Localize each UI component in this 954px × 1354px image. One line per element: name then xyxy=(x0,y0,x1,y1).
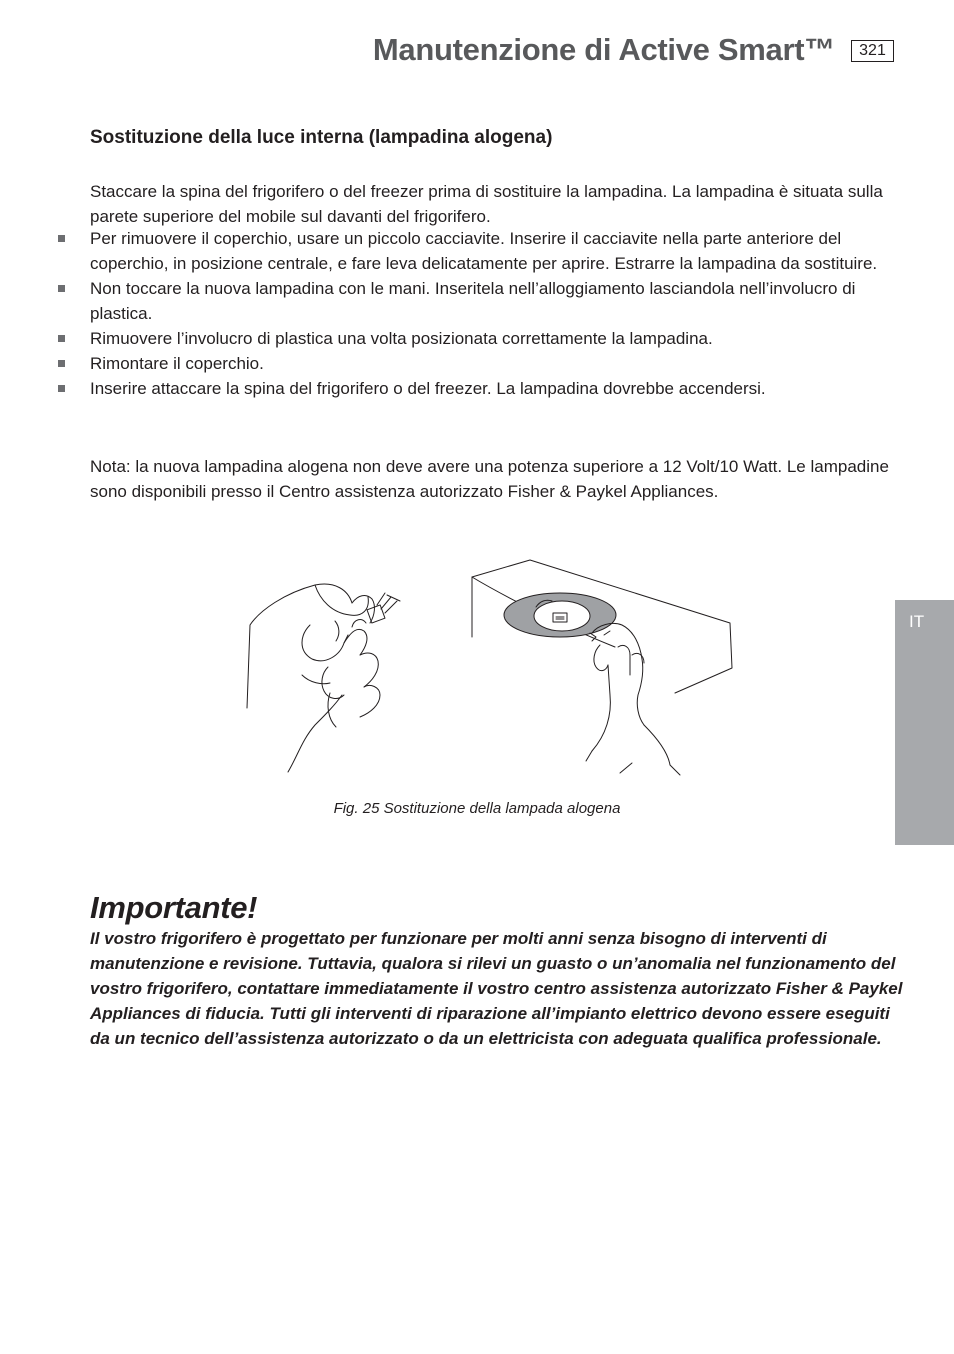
bullet-square-icon xyxy=(58,335,65,342)
hand-holding-bulb-drawing xyxy=(247,584,400,772)
list-item xyxy=(90,351,900,376)
important-paragraph: Il vostro frigorifero è progettato per funzionare per molti anni senza bisogno di interventi di manutenzione e revisione. Tuttavia, qualora si rilevi un guasto o un’anomalia nel funzionamento del vostro frigorifero, contattare immediatamente il vostro centro assistenza autorizzato Fisher & Paykel Appliances di fiducia. Tutti gli interventi di riparazione all’impianto elettrico devono essere eseguiti da un tecnico dell’assistenza autorizzato o da un elettricista con adeguata qualifica professionale. xyxy=(90,929,903,1048)
note-paragraph: Nota: la nuova lampadina alogena non deve avere una potenza superiore a 12 Volt/10 Watt. Le lampadine sono disponibili presso il Centro assistenza autorizzato Fisher & Paykel Appliances. xyxy=(90,457,889,501)
list-item xyxy=(90,226,900,276)
list-item-text: Non toccare la nuova lampadina con le mani. Inseritela nell’alloggiamento lasciandola nell’involucro di plastica. xyxy=(90,279,856,323)
halogen-bulb-replacement-illustration xyxy=(240,555,735,777)
intro-paragraph: Staccare la spina del frigorifero o del freezer prima di sostituire la lampadina. La lampadina è situata sulla parete superiore del mobile sul davanti del frigorifero. xyxy=(90,182,883,226)
page-number: 321 xyxy=(851,40,894,62)
list-item-text: Rimontare il coperchio. xyxy=(90,354,264,373)
language-tab-label: IT xyxy=(909,612,925,631)
list-item-text: Inserire attaccare la spina del frigorifero o del freezer. La lampadina dovrebbe accendersi. xyxy=(90,379,766,398)
figure-caption: Fig. 25 Sostituzione della lampada alogena xyxy=(333,800,621,817)
bullet-square-icon xyxy=(58,385,65,392)
bullet-square-icon xyxy=(58,235,65,242)
important-heading: Importante! xyxy=(90,890,258,925)
list-item xyxy=(90,376,900,401)
list-item-text: Per rimuovere il coperchio, usare un piccolo cacciavite. Inserire il cacciavite nella parte anteriore del coperchio, in posizione centrale, e fare leva delicatamente per aprire. Estrarre la lampadina da sostituire. xyxy=(90,229,878,273)
list-item-text: Rimuovere l’involucro di plastica una volta posizionata correttamente la lampadina. xyxy=(90,329,713,348)
lamp-cover-in-panel-drawing xyxy=(472,560,732,775)
instruction-list xyxy=(90,226,900,401)
section-heading: Sostituzione della luce interna (lampadina alogena) xyxy=(90,127,553,148)
list-item xyxy=(90,326,900,351)
bullet-square-icon xyxy=(58,360,65,367)
list-item xyxy=(90,276,900,326)
page-title: Manutenzione di Active Smart™ xyxy=(372,32,835,67)
bullet-square-icon xyxy=(58,285,65,292)
